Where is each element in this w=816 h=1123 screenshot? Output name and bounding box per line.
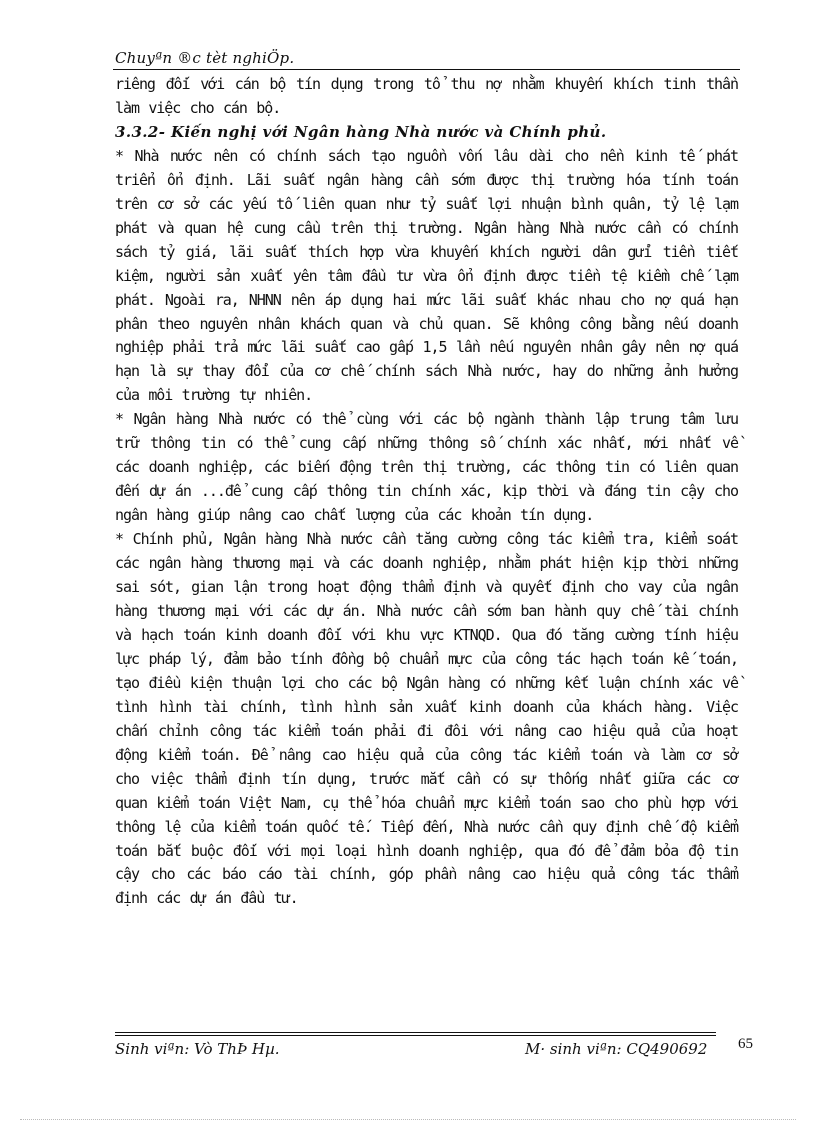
page-number: 65 [738, 1036, 753, 1052]
paragraph-audit-control: * Chính phủ, Ngân hàng Nhà nước cần tăng cường công tác kiểm tra, kiểm soát các ngân hàng thương mại và các doanh nghiệp, nhằm phát hiện kịp thời những sai sót, gian lận trong hoạt động thẩm định và quyết định cho vay của ngân hàng thương mại với các dự án. Nhà nước cần sớm ban hành quy chế tài chính và hạch toán kinh doanh đối với khu vực KTNQD. Qua đó tăng cường tính hiệu lực pháp lý, đảm bảo tính đồng bộ chuẩn mực của công tác hạch toán kế toán, tạo điều kiện thuận lợi cho các bộ Ngân hàng có những kết luận chính xác về tình hình tài chính, tình hình sản xuất kinh doanh của khách hàng. Việc chấn chỉnh công tác kiểm toán phải đi đôi với nâng cao hiệu quả của hoạt động kiểm toán. Để nâng cao hiệu quả của công tác kiểm toán và làm cơ sở cho việc thẩm định tín dụng, trước mắt cần có sự thống nhất giữa các cơ quan kiểm toán Việt Nam, cụ thể hóa chuẩn mực kiểm toán sao cho phù hợp với thông lệ của kiểm toán quốc tế. Tiếp đến, Nhà nước cần quy định chế độ kiểm toán bắt buộc đối với mọi loại hình doanh nghiệp, qua đó để đảm bỏa độ tin cậy cho các báo cáo tài chính, góp phần nâng cao hiệu quả công tác thẩm định các dự án đầu tư. [115, 530, 738, 908]
header-rule [113, 69, 740, 70]
footer-student-id: M· sinh viªn: CQ490692 [525, 1040, 708, 1058]
body-text [115, 73, 738, 911]
section-heading: 3.3.2- Kiến nghị với Ngân hàng Nhà nước và Chính phủ. [115, 122, 607, 141]
footer-rule-bottom [115, 1035, 716, 1036]
page-bottom-divider [20, 1119, 796, 1120]
footer-rule-top [115, 1032, 716, 1033]
paragraph-information-center: * Ngân hàng Nhà nước có thể cùng với các bộ ngành thành lập trung tâm lưu trữ thông tin có thể cung cấp những thông số chính xác nhất, mới nhất về các doanh nghiệp, các biến động trên thị trường, các thông tin có liên quan đến dự án ...để cung cấp thông tin chính xác, kịp thời và đáng tin cậy cho ngân hàng giúp nâng cao chất lượng của các khoản tín dụng. [115, 410, 738, 525]
footer-student-name: Sinh viªn: Vò ThÞ Hµ. [115, 1040, 280, 1058]
paragraph-continuation: riêng đối với cán bộ tín dụng trong tổ thu nợ nhằm khuyến khích tinh thần làm việc cho cán bộ. [115, 75, 738, 117]
header-title: Chuyªn ®c tèt nghiÖp. [115, 49, 295, 67]
paragraph-monetary-policy: * Nhà nước nên có chính sách tạo nguồn vốn lâu dài cho nền kinh tế phát triển ổn định. Lãi suất ngân hàng cần sớm được thị trường hóa tính toán trên cơ sở các yếu tố liên quan như tỷ suất lợi nhuận bình quân, tỷ lệ lạm phát và quan hệ cung cầu trên thị trường. Ngân hàng Nhà nước cần có chính sách tỷ giá, lãi suất thích hợp vừa khuyến khích người dân gửi tiền tiết kiệm, người sản xuất yên tâm đầu tư vừa ổn định được tiền tệ kiềm chế lạm phát. Ngoài ra, NHNN nên áp dụng hai mức lãi suất khác nhau cho nợ quá hạn phân theo nguyên nhân khách quan và chủ quan. Sẽ không công bằng nếu doanh nghiệp phải trả mức lãi suất cao gấp 1,5 lần nếu nguyên nhân gây nên nợ quá hạn là sự thay đổi của cơ chế chính sách Nhà nước, hay do những ảnh hưởng của môi trường tự nhiên. [115, 146, 738, 405]
